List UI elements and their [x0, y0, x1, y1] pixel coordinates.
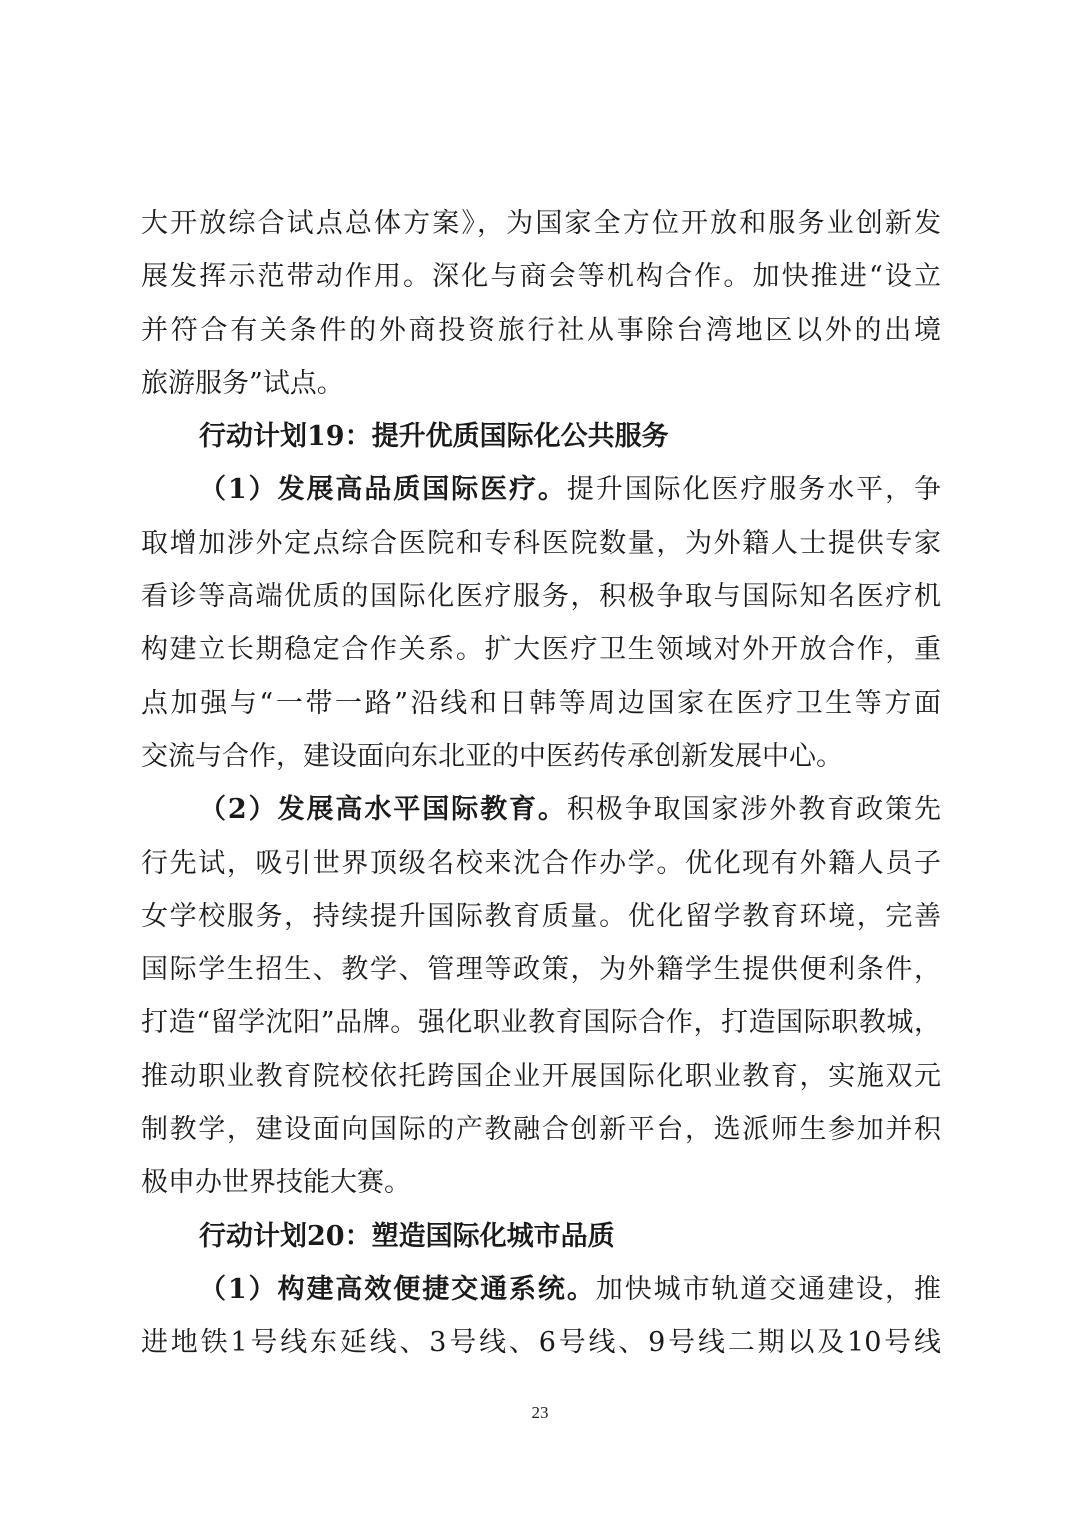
text-line: 打造“留学沈阳”品牌。强化职业教育国际合作，打造国际职教城，	[141, 1007, 941, 1039]
text-line: 进地铁1号线东延线、3号线、6号线、9号线二期以及10号线	[141, 1327, 941, 1359]
text-line: 大开放综合试点总体方案》，为国家全方位开放和服务业创新发	[141, 208, 941, 239]
paragraph-start: （2）发展高水平国际教育。积极争取国家涉外教育政策先	[199, 794, 941, 826]
text-line: 点加强与“一带一路”沿线和日韩等周边国家在医疗卫生等方面	[141, 687, 941, 719]
text-line: 并符合有关条件的外商投资旅行社从事除台湾地区以外的出境	[141, 314, 941, 346]
page-number: 23	[531, 1403, 549, 1422]
text-line: 女学校服务，持续提升国际教育质量。优化留学教育环境，完善	[141, 900, 941, 932]
paragraph-lead: （1）发展高品质国际医疗。	[199, 474, 567, 506]
paragraph-lead: （1）构建高效便捷交通系统。	[199, 1273, 596, 1305]
paragraph-start: （1）发展高品质国际医疗。提升国际化医疗服务水平，争	[199, 474, 941, 506]
paragraph-lead: （2）发展高水平国际教育。	[199, 794, 567, 826]
text-line: 展发挥示范带动作用。深化与商会等机构合作。加快推进“设立	[141, 261, 941, 293]
text-line: 构建立长期稳定合作关系。扩大医疗卫生领域对外开放合作，重	[141, 634, 941, 666]
body-text	[141, 197, 941, 1370]
text-line: 极申办世界技能大赛。	[141, 1167, 411, 1199]
text-line: 制教学，建设面向国际的产教融合创新平台，选派师生参加并积	[141, 1114, 941, 1146]
section-heading: 行动计划20：塑造国际化城市品质	[199, 1220, 615, 1252]
text-line: 取增加涉外定点综合医院和专科医院数量，为外籍人士提供专家	[141, 527, 941, 559]
text-line: 行先试，吸引世界顶级名校来沈合作办学。优化现有外籍人员子	[141, 847, 941, 879]
section-heading: 行动计划19：提升优质国际化公共服务	[199, 421, 669, 453]
text-line: 推动职业教育院校依托跨国企业开展国际化职业教育，实施双元	[141, 1060, 941, 1092]
text-line: 旅游服务”试点。	[141, 367, 344, 399]
text-line: 国际学生招生、教学、管理等政策，为外籍学生提供便利条件，	[141, 954, 941, 986]
text-line: 看诊等高端优质的国际化医疗服务，积极争取与国际知名医疗机	[141, 581, 941, 613]
paragraph-start: （1）构建高效便捷交通系统。加快城市轨道交通建设，推	[199, 1273, 941, 1305]
text-line: 交流与合作，建设面向东北亚的中医药传承创新发展中心。	[141, 740, 843, 772]
